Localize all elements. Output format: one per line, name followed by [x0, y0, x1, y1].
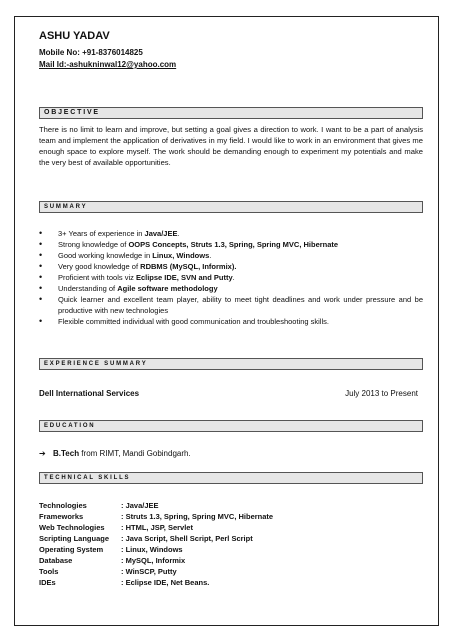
- employment-dates: July 2013 to Present: [345, 389, 418, 398]
- skills-heading: TECHNICAL SKILLS: [44, 475, 131, 481]
- summary-item: • Understanding of Agile software methodology: [39, 283, 423, 294]
- skill-category: Database: [39, 556, 73, 565]
- experience-heading: EXPERIENCE SUMMARY: [44, 361, 148, 367]
- summary-item: • Flexible committed individual with good communication and troubleshooting skills.: [39, 316, 423, 327]
- summary-item: • Proficient with tools viz Eclipse IDE, SVN and Putty.: [39, 272, 423, 283]
- skill-value: : Linux, Windows: [121, 545, 183, 554]
- skills-heading-bar: [39, 472, 423, 484]
- table-row: [39, 533, 273, 544]
- skills-table: [39, 500, 273, 588]
- summary-heading-bar: [39, 201, 423, 213]
- skill-category: Web Technologies: [39, 523, 105, 532]
- skill-value: : Eclipse IDE, Net Beans.: [121, 578, 210, 587]
- objective-text: There is no limit to learn and improve, but setting a goal gives a direction to work. I want to be a part of analysis team and implement the application of derivatives in my field. I would like to work in an environment that gives me enough space to explore myself. The work should be demanding enough to experiment my potentials and make the very best of available opportunities.: [39, 125, 423, 167]
- table-row: [39, 544, 273, 555]
- mail-id: Mail Id:-ashukninwal12@yahoo.com: [39, 60, 177, 69]
- skill-value: : Java/JEE: [121, 501, 159, 510]
- table-row: [39, 500, 273, 511]
- table-row: [39, 522, 273, 533]
- skill-value: : MySQL, Informix: [121, 556, 186, 565]
- skill-category: Tools: [39, 567, 59, 576]
- table-row: [39, 566, 273, 577]
- table-row: [39, 577, 273, 588]
- education-entry: [39, 449, 191, 458]
- summary-item: • Very good knowledge of RDBMS (MySQL, Informix).: [39, 261, 423, 272]
- table-row: [39, 555, 273, 566]
- institution: from RIMT, Mandi Gobindgarh.: [79, 449, 191, 458]
- mobile-number: Mobile No: +91-8376014825: [39, 48, 143, 57]
- summary-list: [39, 228, 423, 327]
- skill-category: Scripting Language: [39, 534, 110, 543]
- summary-item: • Quick learner and excellent team player, ability to meet tight deadlines and work under pressure and be productive with new technologies: [39, 294, 423, 316]
- summary-heading: SUMMARY: [44, 204, 88, 210]
- summary-item: • Good working knowledge in Linux, Windows.: [39, 250, 423, 261]
- summary-item: • 3+ Years of experience in Java/JEE.: [39, 228, 423, 239]
- company-name: Dell International Services: [39, 389, 140, 398]
- experience-heading-bar: [39, 358, 423, 370]
- education-heading: EDUCATION: [44, 423, 96, 429]
- arrow-right-icon: ➔: [39, 449, 46, 458]
- skill-value: : HTML, JSP, Servlet: [121, 523, 193, 532]
- summary-item: • Strong knowledge of OOPS Concepts, Struts 1.3, Spring, Spring MVC, Hibernate: [39, 239, 423, 250]
- degree: B.Tech: [53, 449, 80, 458]
- skill-category: IDEs: [39, 578, 56, 587]
- skill-value: : Struts 1.3, Spring, Spring MVC, Hibernate: [121, 512, 274, 521]
- table-row: [39, 511, 273, 522]
- skill-value: : Java Script, Shell Script, Perl Script: [121, 534, 253, 543]
- candidate-name: ASHU YADAV: [39, 30, 110, 42]
- objective-heading: OBJECTIVE: [44, 109, 100, 116]
- skill-category: Operating System: [39, 545, 104, 554]
- skill-category: Frameworks: [39, 512, 84, 521]
- skill-value: : WinSCP, Putty: [121, 567, 177, 576]
- education-heading-bar: [39, 420, 423, 432]
- objective-heading-bar: [39, 107, 423, 119]
- skill-category: Technologies: [39, 501, 87, 510]
